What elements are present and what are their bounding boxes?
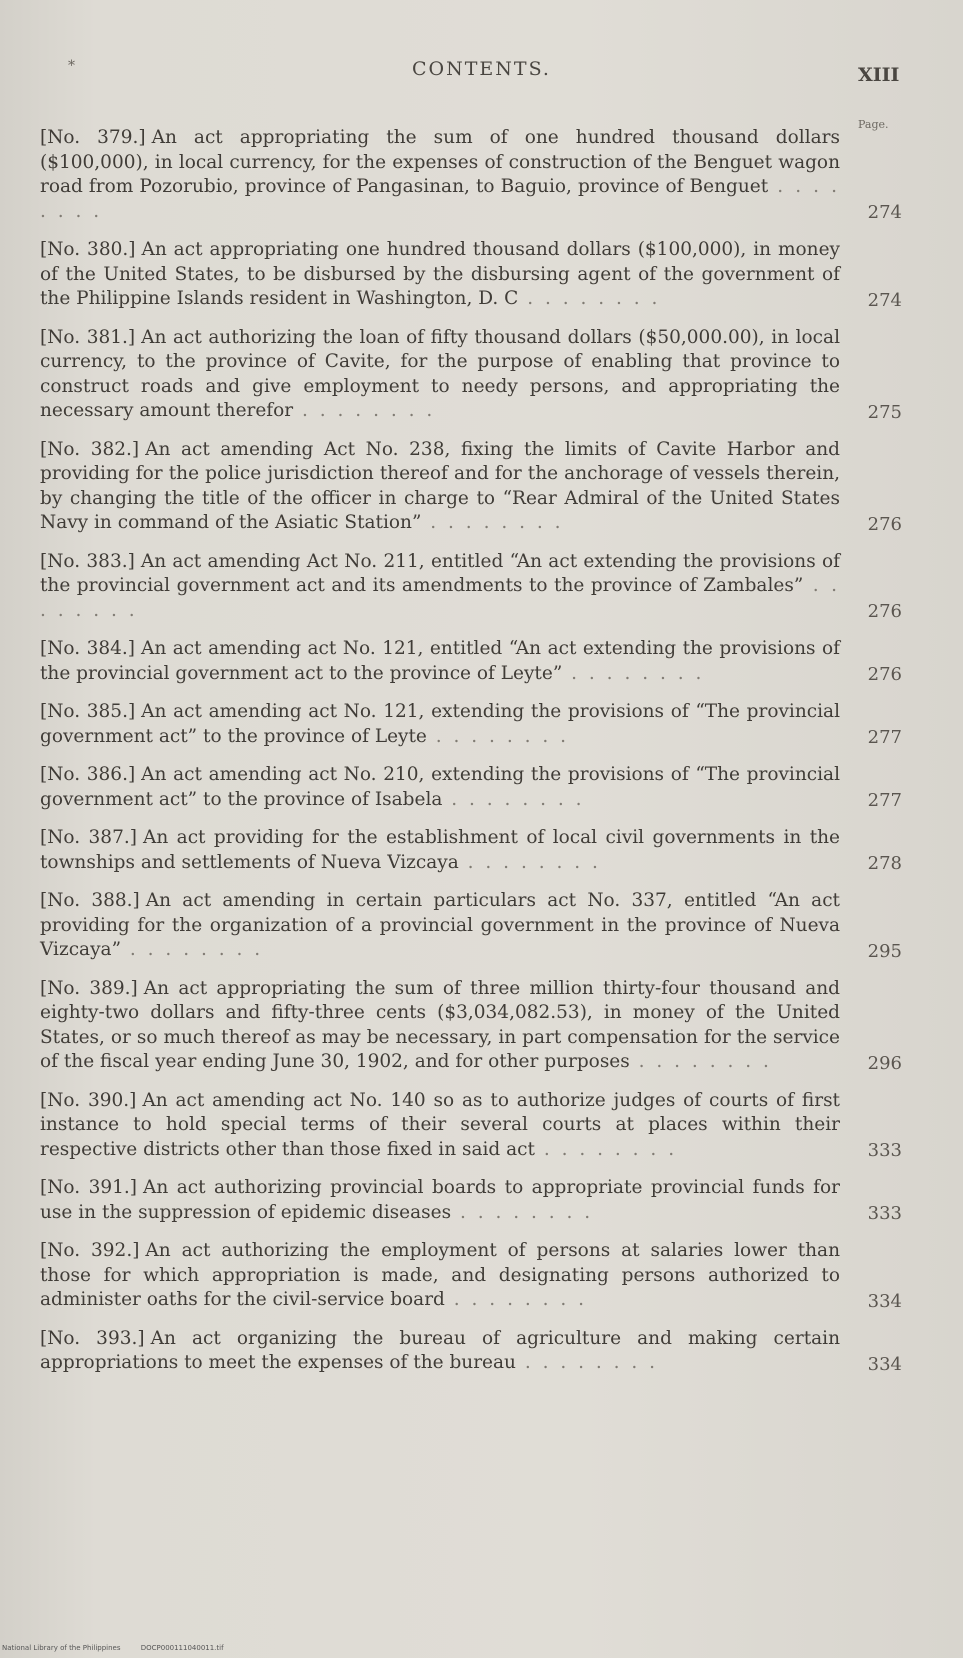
act-title: An act amending act No. 210, extending the provisions of “The provincial government act” to the province of Isabela	[40, 764, 840, 810]
contents-entry	[40, 1327, 902, 1376]
dot-leaders: . . . . . . . .	[421, 512, 564, 533]
act-title: An act authorizing the loan of fifty thousand dollars ($50,000.00), in local currency, to the province of Cavite, for the purpose of enabling that province to construct roads and give employment to needy persons, and appropriating the necessary amount therefor	[40, 326, 840, 421]
act-number: [No. 387.]	[40, 827, 137, 848]
act-title: An act amending Act No. 211, entitled “An act extending the provisions of the provincial government act and its amendments to the province of Zambales”	[40, 550, 840, 596]
entry-text	[40, 889, 840, 963]
dot-leaders: . . . . . . . .	[293, 400, 436, 421]
entry-page-number: 295	[867, 940, 902, 962]
entry-text	[40, 126, 840, 224]
act-title: An act authorizing the employment of persons at salaries lower than those for which appropriation is made, and designating persons authorized to administer oaths for the civil-service board	[40, 1240, 840, 1310]
act-number: [No. 380.]	[40, 239, 136, 260]
entry-text	[40, 1327, 840, 1376]
entry-text	[40, 1176, 840, 1225]
contents-entry	[40, 1239, 902, 1313]
act-title: An act authorizing provincial boards to appropriate provincial funds for use in the suppression of epidemic diseases	[40, 1177, 841, 1223]
contents-entry	[40, 1089, 902, 1163]
entry-text	[40, 637, 840, 686]
act-title: An act providing for the establishment of local civil governments in the townships and settlements of Nueva Vizcaya	[40, 827, 841, 873]
entry-text	[40, 1239, 840, 1313]
entry-page-number: 277	[867, 727, 902, 748]
dot-leaders: . . . . . . . .	[40, 176, 840, 222]
page-column-label: Page.	[858, 118, 889, 131]
entry-page-number: 334	[867, 1353, 902, 1375]
dot-leaders: . . . . . . . .	[458, 851, 601, 873]
footer-source: National Library of the Philippines	[2, 1644, 121, 1652]
act-number: [No. 386.]	[40, 764, 136, 785]
act-title: An act amending act No. 121, entitled “An act extending the provisions of the provincial government act to the province of Leyte”	[40, 638, 840, 684]
entry-page-number: 276	[867, 601, 902, 622]
contents-entry	[40, 438, 902, 536]
act-number: [No. 392.]	[40, 1240, 140, 1261]
act-number: [No. 391.]	[40, 1177, 137, 1198]
entry-text	[40, 763, 840, 812]
act-number: [No. 388.]	[40, 890, 140, 911]
act-number: [No. 393.]	[40, 1327, 145, 1349]
contents-entry	[40, 126, 902, 224]
contents-entry	[40, 238, 902, 312]
entry-page-number: 276	[867, 513, 902, 535]
act-title: An act appropriating one hundred thousand dollars ($100,000), in money of the United States, to be disbursed by the disbursing agent of the government of the Philippine Islands resident in Washington, D. C	[40, 239, 840, 309]
contents-entry	[40, 889, 902, 963]
entry-text	[40, 1089, 840, 1163]
contents-entry	[40, 1176, 902, 1225]
contents-entry	[40, 826, 902, 875]
dot-leaders: . . . . . . . .	[515, 1352, 659, 1373]
entry-text	[40, 977, 840, 1075]
dot-leaders: . . . . . . . .	[121, 939, 264, 960]
footer-code: DOCP000111040011.tif	[140, 1644, 224, 1652]
act-title: An act amending in certain particulars act No. 337, entitled “An act providing for the organization of a provincial government in the province of Nueva Vizcaya”	[40, 890, 840, 960]
scan-footer	[2, 1644, 242, 1652]
entry-page-number: 274	[867, 202, 902, 223]
entry-text	[40, 826, 840, 875]
act-title: An act appropriating the sum of one hundred thousand dollars ($100,000), in local currency, for the expenses of construction of the Benguet wagon road from Pozorubio, province of Pangasinan, to Baguio, province of Benguet	[40, 127, 840, 197]
act-number: [No. 384.]	[40, 638, 135, 659]
act-title: An act organizing the bureau of agriculture and making certain appropriations to meet the expenses of the bureau	[40, 1327, 840, 1373]
contents-entry	[40, 700, 902, 749]
entry-page-number: 275	[867, 401, 902, 423]
page-title: CONTENTS.	[412, 58, 551, 80]
entry-page-number: 296	[867, 1052, 902, 1074]
act-title: An act amending act No. 140 so as to authorize judges of courts of first instance to hold special terms of their several courts at places within their respective districts other than those fixed in said act	[40, 1089, 840, 1160]
dot-leaders: . . . . . . . .	[629, 1051, 772, 1072]
act-title: An act amending act No. 121, extending the provisions of “The provincial government act” to the province of Leyte	[40, 701, 840, 747]
dot-leaders: . . . . . . . .	[442, 788, 585, 810]
page-number: XIII	[858, 64, 900, 86]
act-number: [No. 381.]	[40, 326, 136, 348]
header-mark: *	[68, 58, 75, 74]
act-title: An act appropriating the sum of three million thirty-four thousand and eighty-two dollars and fifty-three cents ($3,034,082.53), in money of the United States, or so much thereof as may be necessary, in part compensation for the service of the fiscal year ending June 30, 1902, and for other purposes	[40, 977, 841, 1072]
entry-text	[40, 700, 840, 749]
entry-page-number: 274	[867, 289, 902, 311]
act-number: [No. 385.]	[40, 701, 136, 722]
contents-entry	[40, 637, 902, 686]
entry-text	[40, 438, 840, 536]
entry-page-number: 276	[867, 664, 902, 685]
entry-page-number: 333	[867, 1140, 902, 1161]
act-number: [No. 379.]	[40, 127, 146, 148]
entry-text	[40, 550, 840, 624]
contents-entry	[40, 763, 902, 812]
entry-page-number: 333	[867, 1203, 902, 1224]
dot-leaders: . . . . . . . .	[426, 725, 569, 747]
dot-leaders: . . . . . . . .	[534, 1138, 678, 1160]
dot-leaders: . . . . . . . .	[444, 1289, 587, 1310]
entry-page-number: 334	[867, 1290, 902, 1312]
contents-entry	[40, 550, 902, 624]
act-number: [No. 382.]	[40, 438, 140, 460]
act-title: An act amending Act No. 238, fixing the limits of Cavite Harbor and providing for the police jurisdiction thereof and for the anchorage of vessels therein, by changing the title of the officer in charge to “Rear Admiral of the United States Navy in command of the Asiatic Station”	[40, 438, 840, 533]
dot-leaders: . . . . . . . .	[562, 662, 705, 684]
act-number: [No. 390.]	[40, 1089, 137, 1111]
dot-leaders: . . . . . . . .	[518, 288, 661, 309]
act-number: [No. 383.]	[40, 550, 135, 572]
dot-leaders: . . . . . . . .	[40, 575, 840, 621]
contents-entry	[40, 977, 902, 1075]
entry-page-number: 278	[867, 853, 902, 874]
entry-text	[40, 238, 840, 312]
entry-page-number: 277	[867, 790, 902, 811]
act-number: [No. 389.]	[40, 977, 138, 999]
contents-list	[40, 126, 902, 1390]
contents-entry	[40, 326, 902, 424]
entry-text	[40, 326, 840, 424]
dot-leaders: . . . . . . . .	[451, 1201, 594, 1223]
